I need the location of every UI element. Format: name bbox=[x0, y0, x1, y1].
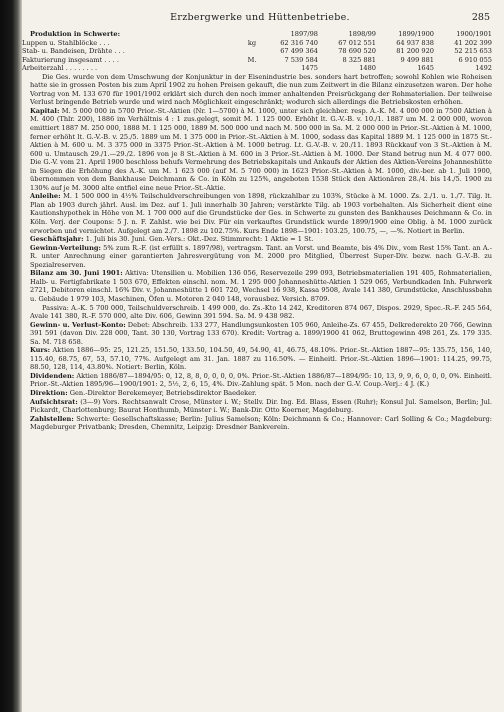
paragraph-label: Geschäftsjahr: bbox=[30, 235, 84, 244]
row-label: Luppen u. Stahlblöcke . . . bbox=[22, 38, 110, 47]
cell-value: 1645 bbox=[417, 64, 434, 73]
paragraph-label: Dividenden: bbox=[30, 371, 75, 380]
cell-value: 78 690 520 bbox=[338, 47, 376, 56]
cell-value: 41 202 399 bbox=[454, 38, 492, 47]
row-unit bbox=[244, 64, 260, 73]
paragraph-label: Kurs: bbox=[30, 346, 51, 355]
paragraph-label: Aufsichtsrat: bbox=[30, 397, 78, 406]
paragraph-text: M. 5 000 000 in 5700 Prior.-St.-Aktien (Nr. 1—5700) à M. 1000, unter sich gleichber. resp. A.-K. M. 4 000 000 in 7500 Aktien à M. 400 (Thlr. 200), 1886 im Verhältnis 4 : 1 zus.gelegt, somit M. 1 125 000. Erhöht lt. G.-V.-B. v. 10./1. 1887 um M. 2 000 000, wovon emittiert 1887 M. 250 000, 1888 M. 1 125 000, 1889 M. 500 000 und nach M. 500 000 in Sa. M. 2 000 000 in Prior.-St.-Aktien à M. 1000, ferner erhöht lt. G.-V.-B. v. 25./5. 1889 um M. 1 375 000 in Prior.-St.-Aktien à M. 1000, sodass das Kapital 1889 M. 1 125 000 in 1875 St.-Aktien à M. 600 u. M. 3 375 000 in 3375 Prior.-St.-Aktien à M. 1000 betrug. Lt. G.-V.-B. v. 20./11. 1893 Rückkauf von 3 St.-Aktien à M. 600 u. Umtausch 29./1.—29./2. 1896 von je 8 St.-Aktien à M. 600 in 3 Prior.-St.-Aktien à M. 1000. Der Stand betrug nun M. 4 077 000. Die G.-V. vom 21. April 1900 beschloss behufs Vermehrung des Betriebskapitals und Ankaufs der Aktien des Aktien-Vereins Johanneshütte in Siegen die Erhöhung des A.-K. um M. 1 623 000 (auf M. 5 700 000) in 1623 Prior.-St.-Aktien à M. 1000, div.-ber. ab 1. Juli 1900, übernommen von dem Bankhause Deichmann & Co. in Köln zu 125%, angeboten 1538 Stück den Aktionären 28./4. bis 14./5. 1900 zu 130% auf je M. 3000 alte entfiel eine neue Prior.-St.-Aktie. bbox=[30, 106, 492, 192]
row-label: Stab- u. Bandeisen, Drähte . . . bbox=[22, 47, 125, 56]
paragraph-gewinn-verlust bbox=[30, 321, 492, 347]
production-table bbox=[22, 30, 492, 73]
book-binding-edge bbox=[0, 0, 22, 712]
cell-value: 67 012 551 bbox=[338, 38, 376, 47]
cell-value: 62 316 740 bbox=[280, 38, 318, 47]
paragraph-aufsichtsrat bbox=[30, 398, 492, 415]
paragraph-geschaeftsjahr bbox=[30, 235, 492, 244]
page-header bbox=[30, 12, 490, 26]
table-row bbox=[30, 47, 492, 56]
page-body bbox=[22, 30, 493, 432]
paragraph-text: Aktiva: Utensilien u. Mobilien 136 056, Reservezeile 299 093, Betriebsmaterialien 191 405, Rohmaterialien, Halb- u. Fertigfabrikate 1 503 670, Effekten einschl. nom. M. 1 295 000 Johanneshütte-Aktien 1 529 065, Verbundkaden Inh. Fuhrwerk 2721, Debitoren einschl. 16% Div. v. Johanneshütte 1 601 720, Wechsel 16 938, Kassa 9508, Avale 141 380, Grundstücke, Anschlussbahn u. Gebäude 1 979 103, Maschinen, Öfen u. Motoren 2 040 148, vorausbez. Versich. 8709. bbox=[30, 269, 493, 303]
row-unit bbox=[244, 47, 260, 56]
paragraph-text: Gen.-Direktor Berekemeyer, Betriebsdirektor Baedeker. bbox=[69, 388, 257, 397]
paragraph-passiva bbox=[30, 304, 492, 321]
table-row bbox=[30, 56, 492, 65]
paragraph-label: Zahlstellen: bbox=[30, 414, 74, 423]
paragraph-anleihe bbox=[30, 192, 492, 235]
paragraph-label: Kapital: bbox=[30, 106, 60, 115]
paragraph-text: Aktien 1886—95: 25, 121.25, 151.50, 133.50, 104.50, 49, 54.90, 41, 46.75, 48.10%. Prior.-St.-Aktien 1887—95: 135.75, 156, 140, 115.40, 68.75, 67, 53, 57.10, 77%. Aufgelegt am 31. Jan. 1887 zu 116.50%. — Einheitl. Prior.-St.-Aktien 1896—1901: 114.25, 99.75, 88.50, 128, 114, 43.80%. Notiert: Berlin, Köln. bbox=[30, 346, 492, 372]
paragraph-text: M. 1 500 000 in 4½% Teilschuldverschreibungen von 1898, rückzahlbar zu 103%, Stücke à M. 1000. Zs. 2./1. u. 1./7. Tilg. lt. Plan ab 1903 durch jährl. Ausl. im Dez. auf 1. Juli innerhalb 30 Jahren; verstärkte Tilg. ab 1903 vorbehalten. Als Sicherheit dient eine Kautionshypothek in Höhe von M. 1 700 000 auf die Grundstücke der Ges. in Schwerte zu gunsten des Bankhauses Deichmann & Co. in Köln. Verj. der Coupons: 5 J. n. F. Zahlst. wie bei Div. Für ein verkauftes Grundstück wurde 1899/1900 eine Oblig. à M. 1000 zurück erworben und vernichtet. Aufgelegt am 2./7. 1898 zu 102.75%. Kurs Ende 1898—1901: 103.25, 100.75, —, —%. Notiert in Berlin. bbox=[30, 192, 492, 235]
cell-value: 1480 bbox=[359, 64, 376, 73]
paragraph-text: (3—9) Vors. Rechtsanwalt Crose, Münster i. W.; Stellv. Dir. Ing. Ed. Blass, Essen (Ruhr); Konsul Jul. Samelson, Berlin; Jul. Pickardt, Charlottenburg; Baurat Honthumb, Münster i. W.; Bank-Dir. Otto Koerner, Magdeburg. bbox=[30, 397, 492, 415]
cell-value: 1492 bbox=[475, 64, 492, 73]
paragraph-label: Gewinn- u. Verlust-Konto: bbox=[30, 320, 126, 329]
paragraph-kapital bbox=[30, 107, 492, 192]
year-header: 1899/1900 bbox=[398, 30, 434, 38]
production-commentary: Die Ges. wurde von dem Umschwung der Konjunktur in der Eisenindustrie bes. sonders hart betroffen; sowohl Kohlen wie Roheisen hatte sie in grossen Posten bis zum April 1902 zu hohen Preisen gekauft, die nun zum Zeitwert in die Bilanz einzusetzen waren. Der hohe Vortrag von M. 133 670 für 1901/1902 erklärt sich durch den noch immer anhaltenden Preisrückgang der Rohmaterialien. Der teilweise Verlust bringende Betrieb wurde und wird nach Möglichkeit eingeschränkt; wodurch sich allerdings die Betriebskosten erhöhen. bbox=[30, 72, 492, 107]
paragraph-text: Schwerte: Gesellschaftskasse; Berlin: Julius Samelson; Köln: Deichmann & Co.; Hannover: Carl Solling & Co.; Magdeburg: Magdeburger Privatbank; Dresden, Chemnitz, Leipzig: Dresdner Bankverein. bbox=[30, 414, 492, 432]
paragraph-dividenden bbox=[30, 372, 492, 389]
paragraph-text: Passiva: A.-K. 5 700 000, Teilschuldverschreib. 1 499 000, do. Zs.-Kto 14 242, Kreditoren 874 067, Dispos. 2929, Spec.-R.-F. 245 564, Avale 141 380, R.-F. 570 000, alte Div. 606, Gewinn 391 594. Sa. M. 9 438 982. bbox=[30, 303, 492, 321]
running-title: Erzbergwerke und Hüttenbetriebe. bbox=[170, 12, 350, 23]
paragraph-direktion bbox=[30, 389, 492, 398]
paragraph-label: Gewinn-Verteilung: bbox=[30, 243, 101, 252]
cell-value: 9 499 881 bbox=[400, 55, 434, 64]
year-header: 1898/99 bbox=[348, 30, 376, 38]
cell-value: 64 937 838 bbox=[396, 38, 434, 47]
cell-value: 6 910 055 bbox=[458, 55, 492, 64]
paragraph-gewinn-verteilung bbox=[30, 244, 492, 270]
paragraph-label: Anleihe: bbox=[30, 192, 61, 201]
row-unit: M. bbox=[247, 55, 257, 64]
production-header-row bbox=[30, 30, 492, 39]
page-number: 285 bbox=[471, 12, 490, 23]
paragraph-kurs bbox=[30, 346, 492, 372]
paragraph-text: 1. Juli bis 30. Juni. Gen.-Vers.: Okt.-Dez. Stimmrecht: 1 Aktie = 1 St. bbox=[85, 235, 314, 244]
cell-value: 1475 bbox=[301, 64, 318, 73]
cell-value: 7 539 584 bbox=[284, 55, 318, 64]
row-label: Fakturierung insgesamt . . . . bbox=[22, 55, 119, 64]
row-unit: kg bbox=[247, 38, 257, 47]
year-header: 1897/98 bbox=[290, 30, 318, 38]
paragraph-text: Debet: Abschreib. 133 277, Handlungsunkosten 105 960, Anleihe-Zs. 67 455, Delkrederekto 20 766, Gewinn 391 591 (davon Div. 228 000, Tant. 30 130, Vortrag 133 670). Kredit: Vortrag a. 1899/1900 41 062, Bruttogewinn 498 261, Zs. 179 335. Sa. M. 718 658. bbox=[30, 320, 492, 346]
cell-value: 52 215 653 bbox=[454, 47, 492, 56]
cell-value: 67 499 364 bbox=[280, 47, 318, 56]
paragraph-label: Bilanz am 30. Juni 1901: bbox=[30, 269, 123, 278]
paragraph-text: Aktien 1886/87—1894/95: 0, 12, 8, 8, 0, 0, 0, 0, 0%. Prior.-St.-Aktien 1886/87—1894/95: 10, 13, 9, 9, 6, 0, 0, 0, 0%. Einheitl. Prior.-St.-Aktien 1895/96—1900/1901: 2, 5½, 2, 6, 15, 4%. Div.-Zahlung spät. 5 Mon. nach der G.-V. Coup.-Verj.: 4 J. (K.) bbox=[30, 371, 492, 389]
paragraph-label: Direktion: bbox=[30, 388, 68, 397]
cell-value: 81 200 920 bbox=[396, 47, 434, 56]
paragraph-bilanz bbox=[30, 269, 492, 303]
table-row bbox=[30, 64, 492, 73]
paragraph-text: 5% zum R.-F. (ist erfüllt s. 1897/98), vertragsm. Tant. an Vorst. und Beamte, bis 4% Div., vom Rest 15% Tant. an A.-R. unter Anrechnung einer garantierten Jahresvergütung von M. 2000 pro Mitglied, Überrest Super-Div. bezw. nach G.-V.-B. zu Spezialreserven. bbox=[30, 243, 492, 269]
paragraph-zahlstellen bbox=[30, 415, 492, 432]
table-row bbox=[30, 39, 492, 48]
year-header: 1900/1901 bbox=[456, 30, 492, 38]
cell-value: 8 325 881 bbox=[342, 55, 376, 64]
production-label: Produktion in Schwerte: bbox=[30, 30, 121, 38]
row-label: Arbeiterzahl . . . . . . . . bbox=[22, 64, 98, 73]
